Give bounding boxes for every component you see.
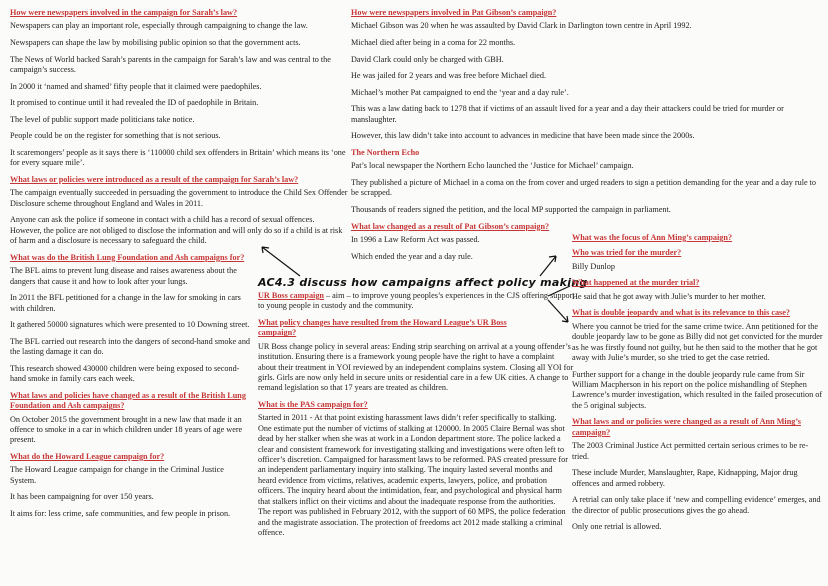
- paragraph: On October 2015 the government brought in a new law that made it an offence to smoke in a car in which children under 18 years of age were present.: [10, 414, 243, 445]
- paragraph: This research showed 430000 children were being exposed to second-hand smoke in family cars each week.: [10, 363, 240, 384]
- right-column: [351, 8, 821, 268]
- paragraph: In 2000 it ‘named and shamed’ fifty people that it claimed were paedophiles.: [10, 81, 262, 91]
- paragraph: It promised to continue until it had revealed the ID of paedophile in Britain.: [10, 98, 259, 108]
- heading-pat-gibson-law: What law changed as a result of Pat Gibson’s campaign?: [351, 221, 550, 231]
- heading-murder-trial: What happened at the murder trial?: [572, 278, 700, 288]
- paragraph: Only one retrial is allowed.: [572, 522, 662, 532]
- heading-who-tried: Who was tried for the murder?: [572, 248, 682, 258]
- paragraph: However, this law didn’t take into account to advances in medicine that have been made since the 2000s.: [351, 131, 695, 141]
- paragraph: They published a picture of Michael in a coma on the from cover and urged readers to sign a petition demanding for the year and a day rule to be scrapped.: [351, 177, 817, 198]
- heading-blf-ash: What was do the British Lung Foundation and Ash campaigns for?: [10, 252, 245, 262]
- middle-column: [258, 291, 578, 545]
- paragraph: In 2011 the BFL petitioned for a change in the law for smoking in cars with children.: [10, 293, 241, 313]
- heading-ann-ming-focus: What was the focus of Ann Ming’s campaign?: [572, 233, 733, 242]
- paragraph: The BFL carried out research into the dangers of second-hand smoke and the lasting damage it can do.: [10, 336, 251, 357]
- heading-urboss-policy: What policy changes have resulted from the Howard League’s UR Boss campaign?: [258, 318, 507, 338]
- paragraph: He was jailed for 2 years and was free before Michael died.: [351, 71, 547, 81]
- paragraph: Michael Gibson was 20 when he was assaulted by David Clark in Darlington town centre in April 1992.: [351, 21, 692, 31]
- urboss-text: – aim – to improve young peoples’s experiences in the CJS offering support to young people in custody and the community.: [258, 291, 575, 311]
- paragraph: Thousands of readers signed the petition, and the local MP supported the campaign in parliament.: [351, 204, 671, 214]
- paragraph: Started in 2011 - At that point existing harassment laws didn’t refer specifically to stalking. One estimate put the number of victims of stalking at 120000. In 2005 Claire Bernal was shot dead by her stalker when she was at work in a London department store. The police lacked a clear and consistent framework for investigating stalking and investigations were often left to officer’s discretion. Campaigned for harassment laws to be reformed. PAS created pressure for an independent parliamentary inquiry into stalking. The inquiry lasted several months and heard evidence from victims, relatives, academic experts, lawyers, police, and probation officers. The inquiry heard about the intimidation, fear, and psychological and physical harm that stalkers inflict on their victims and about the inadequate response from the authorities. The report was published in February 2012, with the support of 60 MPS, the police federation and the magistrate association. The protection of freedoms act 2012 made stalking a criminal offence.: [258, 413, 568, 537]
- paragraph: It gathered 50000 signatures which were presented to 10 Downing street.: [10, 320, 250, 330]
- heading-northern-echo: The Northern Echo: [351, 147, 420, 157]
- heading-howard-league: What do the Howard League campaign for?: [10, 452, 165, 461]
- paragraph: Further support for a change in the double jeopardy rule came from Sir William Macpherson in his report on the police mishandling of Stephen Lawrence’s murder investigation, which resulted in the failed prosecution of the 5 original subjects.: [572, 369, 823, 410]
- urboss-label: UR Boss campaign: [258, 291, 324, 300]
- paragraph: Which ended the year and a day rule.: [351, 251, 473, 261]
- urboss-intro: [258, 291, 578, 312]
- heading-ann-ming-laws: What laws and or policies were changed as a result of Ann Ming’s campaign?: [572, 417, 801, 437]
- paragraph: He said that he got away with Julie’s murder to her mother.: [572, 291, 766, 301]
- heading-sarahs-law-policies: What laws or policies were introduced as a result of the campaign for Sarah’s law?: [10, 174, 299, 184]
- paragraph: The News of World backed Sarah’s parents in the campaign for Sarah’s law and was central to the campaign’s success.: [10, 54, 331, 74]
- heading-sarahs-law-newspapers: How were newspapers involved in the campaign for Sarah’s law?: [10, 8, 238, 17]
- paragraph: The BFL aims to prevent lung disease and raises awareness about the dangers that cause it and how to look after your lungs.: [10, 266, 237, 286]
- paragraph: This was a law dating back to 1278 that if victims of an assault lived for a year and a day their attackers could be tried for murder or manslaughter.: [351, 104, 784, 124]
- paragraph: The 2003 Criminal Justice Act permitted certain serious crimes to be re-tried.: [572, 441, 809, 461]
- paragraph: Billy Dunlop: [572, 261, 615, 271]
- paragraph: These include Murder, Manslaughter, Rape, Kidnapping, Major drug offences and armed robbery.: [572, 468, 798, 488]
- heading-pas: What is the PAS campaign for?: [258, 400, 368, 410]
- paragraph: Pat’s local newspaper the Northern Echo launched the ‘Justice for Michael’ campaign.: [351, 161, 634, 171]
- paragraph: Michael died after being in a coma for 22 months.: [351, 38, 516, 47]
- paragraph: A retrial can only take place if ‘new and compelling evidence’ emerges, and the director of public prosecutions gives the go ahead.: [572, 495, 821, 515]
- paragraph: The campaign eventually succeeded in persuading the government to introduce the Child Sex Offender Disclosure scheme throughout England and Wales in 2011.: [10, 188, 348, 208]
- paragraph: Newspapers can play an important role, especially through campaigning to change the law.: [10, 21, 308, 31]
- paragraph: Michael’s mother Pat campaigned to end the ‘year and a day rule’.: [351, 87, 569, 97]
- paragraph: The Howard League campaign for change in the Criminal Justice System.: [10, 465, 224, 485]
- far-right-column: [572, 233, 824, 539]
- heading-double-jeopardy: What is double jeopardy and what is its relevance to this case?: [572, 308, 790, 318]
- paragraph: Newspapers can shape the law by mobilising public opinion so that the government acts.: [10, 38, 301, 47]
- paragraph: David Clark could only be charged with GBH.: [351, 54, 504, 64]
- paragraph: Anyone can ask the police if someone in contact with a child has a record of sexual offences. However, the police are not obliged to disclose the information and will only do so if a child is at risk of harm and a disclosure is necessary to safeguard the child.: [10, 215, 343, 246]
- paragraph: UR Boss change policy in several areas: Ending strip searching on arrival at a young offender’s institution. Ensuring there is a framework young people have the right to have a complaint about their treatment in YOI reviewed by an independent complains system. Closing all YOI for girls. Girls are now only held in secure units or residential care in a few UK cities. A change to remand legislation so that 17 years are treated as children.: [258, 341, 574, 393]
- paragraph: In 1996 a Law Reform Act was passed.: [351, 234, 480, 244]
- paragraph: Where you cannot be tried for the same crime twice. Ann petitioned for the double jeopardy law to be gone as Billy did not get convicted for the murder as he was firstly found not guilty, but he then said to the mother that he got away with Julie’s murder, so she tried to get the case retried.: [572, 321, 823, 363]
- handwritten-annotation: AC4.3 discuss how campaigns affect policy making: [258, 276, 588, 289]
- paragraph: It scaremongers’ people as it says there is ‘110000 child sex offenders in Britain’ which means its ‘one for every square mile’.: [10, 147, 346, 168]
- paragraph: It has been campaigning for over 150 years.: [10, 492, 154, 502]
- heading-pat-gibson-newspapers: How were newspapers involved in Pat Gibson’s campaign?: [351, 8, 557, 17]
- paragraph: People could be on the register for something that is not serious.: [10, 131, 221, 141]
- paragraph: It aims for: less crime, safe communities, and few people in prison.: [10, 509, 231, 518]
- paragraph: The level of public support made politicians take notice.: [10, 114, 195, 124]
- heading-blf-laws: What laws and policies have changed as a result of the British Lung Foundation and Ash campaigns?: [10, 390, 246, 411]
